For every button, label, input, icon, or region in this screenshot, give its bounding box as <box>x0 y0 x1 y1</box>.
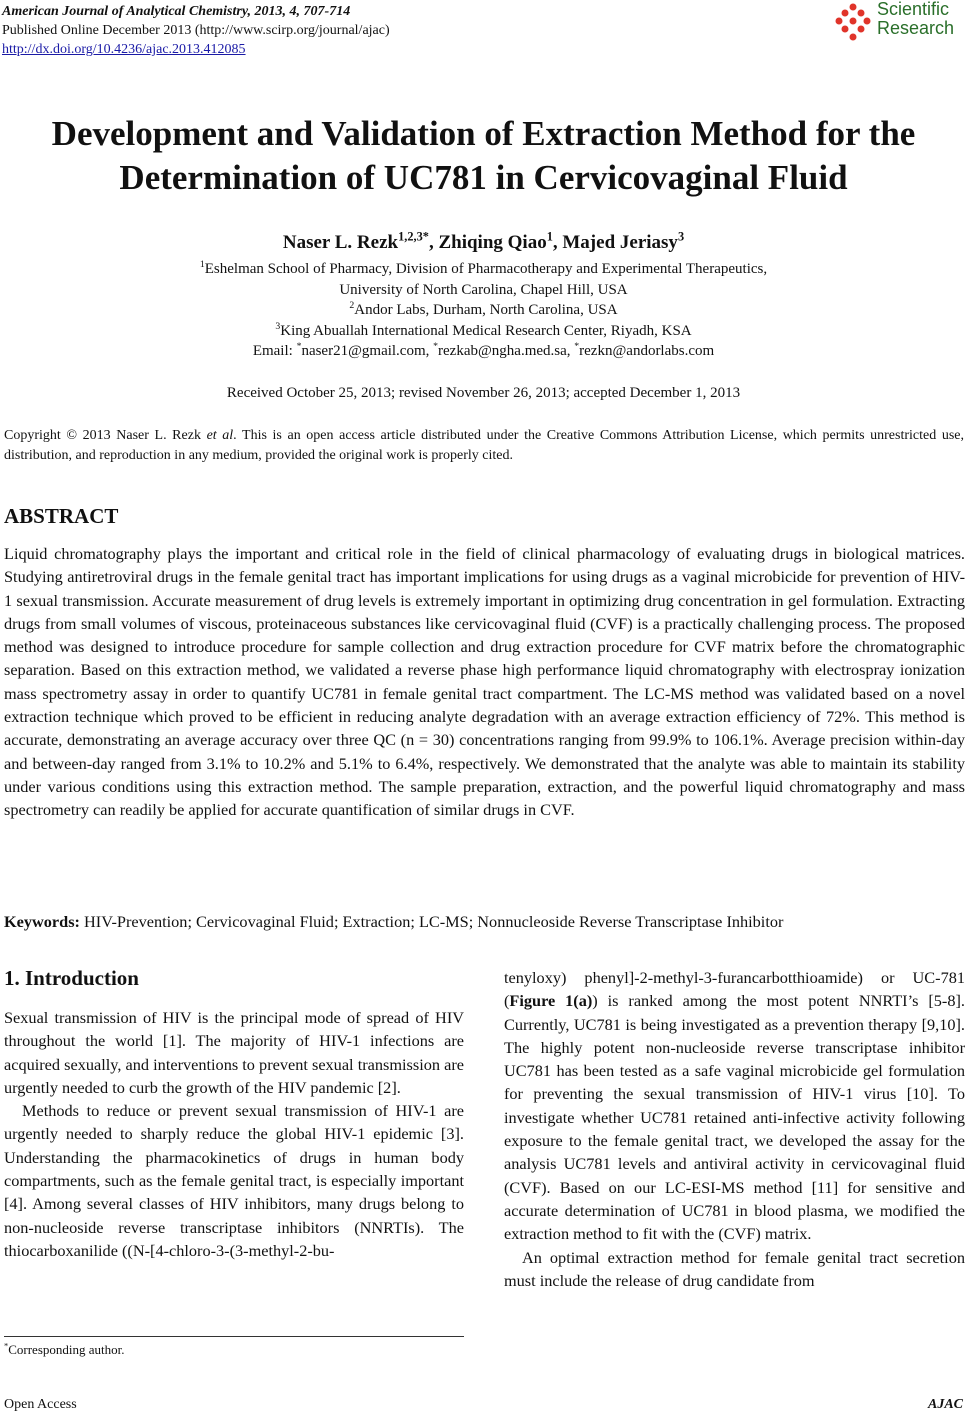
published-line: Published Online December 2013 (http://www.scirp.org/journal/ajac) <box>2 23 390 38</box>
author-1: Naser L. Rezk <box>282 232 399 253</box>
intro-paragraph-1: Sexual transmission of HIV is the principal mode of spread of HIV throughout the world [1]. The majority of HIV-1 infections are acquired sexually, and interventions to prevent sexual transmission are urgently needed to curb the growth of the HIV pandemic [2]. <box>4 1008 464 1097</box>
email-1[interactable]: naser21@gmail.com, <box>301 343 434 359</box>
affil-3: King Abuallah International Medical Research Center, Riyadh, KSA <box>280 322 692 339</box>
affil-2: Andor Labs, Durham, North Carolina, USA <box>354 302 618 318</box>
email-line <box>0 341 967 362</box>
email-star-3: * <box>574 341 580 352</box>
email-2[interactable]: rezkab@ngha.med.sa, <box>438 343 575 359</box>
intro-paragraph-2: Methods to reduce or prevent sexual transmission of HIV-1 are urgently needed to sharply reduce the global HIV-1 epidemic [3]. Understanding the pharmacokinetics of drugs in human body compartments, such as the female genital tract, is especially important [4]. Among several classes of HIV inhibitors, many drugs belong to non-nucleoside reverse transcriptase inhibitors (NNRTIs). The thiocarboxanilide ((N-[4-chloro-3-(3-methyl-2-bu- <box>4 1101 464 1260</box>
affil-2-mark: 2 <box>349 300 355 311</box>
affil-1-line2: University of North Carolina, Chapel Hill, USA <box>339 281 628 298</box>
email-label: Email: <box>252 343 297 359</box>
author-3-affil: 3 <box>677 229 685 244</box>
journal-name: American Journal of Analytical Chemistry <box>2 4 248 19</box>
author-3: Majed Jeriasy <box>562 232 678 253</box>
logo-mark-icon <box>833 2 873 42</box>
doi-link[interactable]: http://dx.doi.org/10.4236/ajac.2013.412085 <box>2 42 246 57</box>
publisher-logo <box>833 0 963 44</box>
email-3[interactable]: rezkn@andorlabs.com <box>579 343 715 359</box>
keywords <box>4 912 965 932</box>
author-sep-2: , <box>552 232 563 253</box>
copyright-notice <box>4 426 964 466</box>
intro-p3-part-b: ) is ranked among the most potent NNRTI’s [5-8]. Currently, UC781 is being investigated as a prevention therapy [9,10]. The highly potent non-nucleoside reverse transcriptase inhibitor UC781 has been tested as a safe vaginal microbicide gel formulation for preventing the sexual transmission of HIV-1 virus [10]. To investigate whether UC781 retained anti-infective activity following exposure to the female genital tract, we developed the assay for the analysis UC781 levels and antiviral activity in cervicovaginal fluid (CVF). Based on our LC-ESI-MS method [11] for sensitive and accurate determination of UC781 in blood plasma, we modified the extraction method to fit with the (CVF) matrix. <box>504 991 965 1244</box>
journal-header <box>2 2 390 59</box>
copyright-before: Copyright © 2013 Naser L. Rezk <box>4 428 207 443</box>
keywords-text: HIV-Prevention; Cervicovaginal Fluid; Extraction; LC-MS; Nonnucleoside Reverse Transcriptase Inhibitor <box>79 912 784 931</box>
email-star-1: * <box>296 341 302 352</box>
footnote <box>4 1342 124 1358</box>
author-1-affil: 1,2,3* <box>398 229 429 244</box>
footnote-divider <box>4 1336 464 1337</box>
footer-journal-abbrev: AJAC <box>927 1397 963 1412</box>
intro-p3-part-a: tenyloxy) phenyl]-2-methyl-3-furancarbotthioamide) or UC-781 ( <box>504 968 965 1011</box>
abstract-text: Liquid chromatography plays the important and critical role in the field of clinical pharmacology of evaluating drugs in biological matrices. Studying antiretroviral drugs in the female genital tract has important implications for using drugs as a vaginal microbicide for prevention of HIV-1 sexual transmission. Accurate measurement of drug levels is extremely important in optimizing drug concentration in gel formulation. Extracting drugs from small volumes of viscous, proteinaceous substances like cervicovaginal fluid (CVF) is a practically challenging process. The proposed method was designed to introduce procedure for sample collection and drug extraction procedure for CVF matrix before the chromatographic separation. Based on this extraction method, we validated a reverse phase high performance liquid chromatography with electrospray ionization mass spectrometry assay in order to quantify UC781 in female genital tract compartment. The LC-MS method was validated based on a novel extraction technique which proved to be efficient in reducing analyte degradation with an average extraction efficiency of 72%. This method is accurate, demonstrating an average accuracy over three QC (n = 30) concentrations ranging from 99.9% to 106.1%. Average precision within-day and between-day ranged from 3.1% to 10.2% and 5.1% to 6.4%, respectively. We demonstrated that the analyte was able to maintain its stability under various conditions using this extraction method. The sample preparation, extraction, and the powerful liquid chromatography and mass spectrometry can readily be applied for accurate quantification of similar drugs in CVF. <box>4 544 965 820</box>
intro-paragraph-3 <box>504 966 965 1246</box>
copyright-etal: et al <box>206 428 234 443</box>
affiliations <box>0 259 967 362</box>
logo-text-line1: Scientific <box>877 0 950 19</box>
left-column <box>4 1006 464 1262</box>
keywords-label: Keywords: <box>4 912 80 931</box>
received-dates: Received October 25, 2013; revised November 26, 2013; accepted December 1, 2013 <box>226 385 741 401</box>
footer-open-access: Open Access <box>4 1397 77 1412</box>
affil-3-mark: 3 <box>275 320 281 332</box>
copyright-after: . This is an open access article distributed under the Creative Commons Attribution License, which permits unrestricted use, distribution, and reproduction in any medium, provided the original work is properly cited. <box>4 428 964 463</box>
title-line-1: Development and Validation of Extraction Method for the <box>51 114 916 153</box>
volume-info: , 2013, 4, 707-714 <box>247 4 351 19</box>
footnote-text: Corresponding author. <box>8 1342 125 1357</box>
title-line-2: Determination of UC781 in Cervicovaginal Fluid <box>119 158 848 197</box>
right-column <box>504 966 965 1292</box>
author-sep-1: , <box>428 232 439 253</box>
intro-paragraph-4: An optimal extraction method for female genital tract secretion must include the release of drug candidate from <box>504 1247 965 1290</box>
abstract-heading: ABSTRACT <box>4 504 119 528</box>
affil-1-mark: 1 <box>199 259 205 270</box>
logo-text-line2: Research <box>877 18 955 38</box>
author-list <box>0 229 967 254</box>
figure-reference[interactable]: Figure 1(a) <box>509 991 593 1011</box>
author-2-affil: 1 <box>546 229 553 244</box>
footnote-star: * <box>4 1340 9 1351</box>
author-2: Zhiqing Qiao <box>438 232 547 253</box>
affil-1-line1: Eshelman School of Pharmacy, Division of Pharmacotherapy and Experimental Therapeutics, <box>204 261 768 277</box>
email-star-2: * <box>433 341 439 352</box>
paper-title <box>0 112 967 200</box>
section-heading-introduction: 1. Introduction <box>4 966 139 990</box>
